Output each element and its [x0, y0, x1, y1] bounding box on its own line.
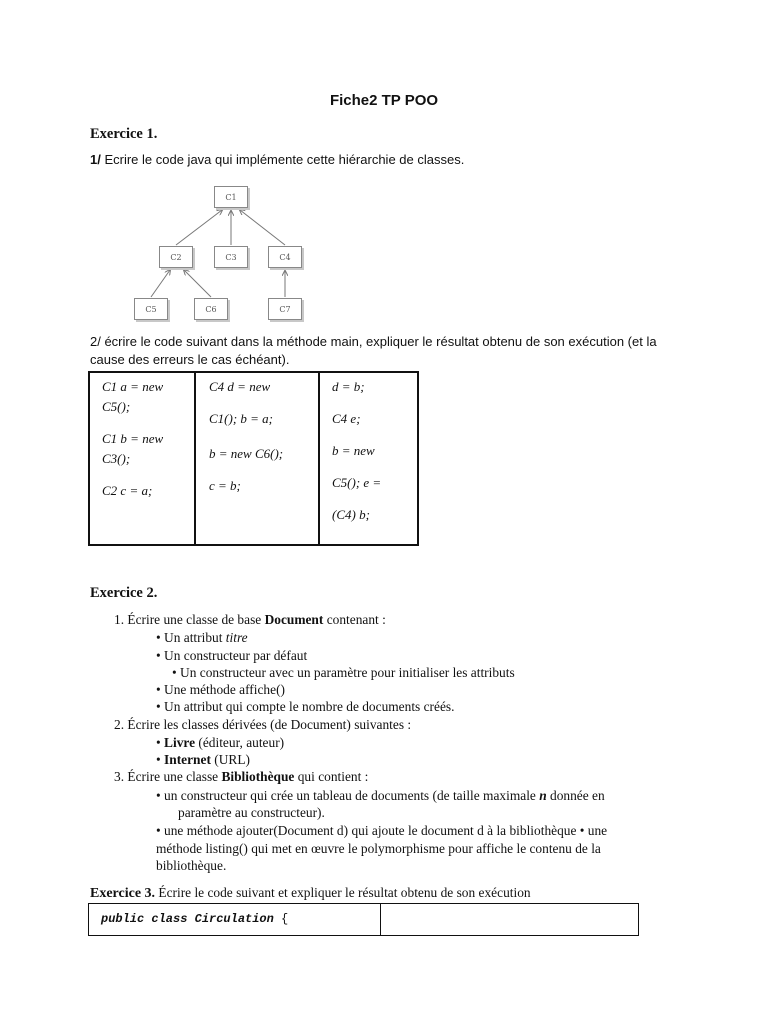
code-line: C4 d = new	[209, 379, 271, 394]
code-line: c = b;	[209, 478, 241, 493]
node-c2: C2	[159, 246, 193, 268]
bullet-biblio-constructor-cont: paramètre au constructeur).	[178, 805, 325, 820]
exercise-2-heading: Exercice 2.	[90, 585, 158, 601]
bullet-biblio-constructor	[156, 788, 605, 804]
code-table-2	[88, 903, 639, 936]
question-1-text: Ecrire le code java qui implémente cette hiérarchie de classes.	[104, 152, 465, 167]
code-cell	[89, 904, 381, 935]
document-class-name: Document	[264, 612, 324, 627]
bullet-livre: • Livre (éditeur, auteur)	[156, 735, 285, 750]
question-1-number: 1/	[90, 152, 101, 167]
code-line: C5();	[102, 399, 131, 414]
class-hierarchy-diagram	[130, 183, 315, 323]
bullet-method-affiche: • Une méthode affiche()	[156, 682, 285, 697]
bullet-ajouter-line-3: bibliothèque.	[156, 858, 227, 873]
open-brace: {	[273, 912, 289, 926]
node-c3: C3	[214, 246, 248, 268]
question-2-line-1: 2/ écrire le code suivant dans la méthode main, expliquer le résultat obtenu de son exécution (et la	[90, 334, 657, 349]
bullet-ajouter-line-2: méthode listing() qui met en œuvre le polymorphisme pour affiche le contenu de la	[156, 841, 601, 856]
node-c6: C6	[194, 298, 228, 320]
code-line: C1 a = new	[102, 379, 164, 394]
internet-class-name: Internet	[164, 752, 211, 767]
node-c1: C1	[214, 186, 248, 208]
code-line: (C4) b;	[332, 507, 370, 522]
max-size-n: n	[539, 788, 547, 803]
code-column-3	[318, 373, 417, 544]
class-declaration-code: public class Circulation	[101, 912, 274, 926]
code-column-2	[194, 373, 318, 544]
ex2-item-1	[114, 612, 386, 628]
code-line: C4 e;	[332, 411, 361, 426]
bibliotheque-class-name: Bibliothèque	[221, 769, 295, 784]
livre-fields: (éditeur, auteur)	[195, 735, 285, 750]
code-line: b = new	[332, 443, 375, 458]
ex2-item-3-pre: 3. Écrire une classe	[114, 769, 222, 784]
ex2-item-2: 2. Écrire les classes dérivées (de Document) suivantes :	[114, 717, 412, 732]
bullet-ajouter-line-1: • une méthode ajouter(Document d) qui ajoute le document d à la bibliothèque • une	[156, 823, 608, 838]
exercise-3-intro	[90, 885, 531, 902]
code-line: C2 c = a;	[102, 483, 153, 498]
node-c7: C7	[268, 298, 302, 320]
code-line: C5(); e =	[332, 475, 382, 490]
bullet-internet: • Internet (URL)	[156, 752, 250, 767]
class-declaration	[101, 912, 288, 926]
edge-c5-c2	[151, 270, 170, 297]
code-column-1	[90, 373, 194, 544]
edge-c6-c2	[184, 270, 211, 297]
node-c4: C4	[268, 246, 302, 268]
question-2-line-2: cause des erreurs le cas échéant).	[90, 352, 290, 367]
bullet-default-constructor: • Un constructeur par défaut	[156, 648, 308, 663]
ex2-item-3	[114, 769, 368, 785]
code-line: d = b;	[332, 379, 365, 394]
question-1	[90, 152, 464, 167]
titre-attribute: titre	[225, 630, 248, 645]
code-table	[88, 371, 419, 546]
ex2-item-1-post: contenant :	[323, 612, 386, 627]
edge-c4-c1	[240, 210, 285, 245]
livre-class-name: Livre	[164, 735, 196, 750]
bullet-counter-attribute: • Un attribut qui compte le nombre de documents créés.	[156, 699, 455, 714]
biblio-constructor-pre: • un constructeur qui crée un tableau de documents (de taille maximale	[156, 788, 540, 803]
exercise-3-text: Écrire le code suivant et expliquer le résultat obtenu de son exécution	[155, 885, 531, 900]
biblio-constructor-post: donnée en	[546, 788, 605, 803]
ex2-item-3-post: qui contient :	[294, 769, 369, 784]
page-title: Fiche2 TP POO	[329, 92, 439, 109]
exercise-1-heading: Exercice 1.	[90, 126, 158, 142]
ex2-item-1-pre: 1. Écrire une classe de base	[114, 612, 265, 627]
explanation-cell	[381, 904, 638, 935]
code-line: C3();	[102, 451, 131, 466]
code-line: C1(); b = a;	[209, 411, 274, 426]
node-c5: C5	[134, 298, 168, 320]
bullet-attribute-pre: • Un attribut	[156, 630, 226, 645]
exercise-3-heading: Exercice 3.	[90, 886, 156, 901]
code-line: b = new C6();	[209, 446, 284, 461]
code-line: C1 b = new	[102, 431, 164, 446]
bullet-attribute	[156, 630, 248, 646]
bullet-param-constructor: • Un constructeur avec un paramètre pour initialiser les attributs	[172, 665, 515, 680]
edge-c2-c1	[176, 210, 222, 245]
internet-fields: (URL)	[210, 752, 250, 767]
